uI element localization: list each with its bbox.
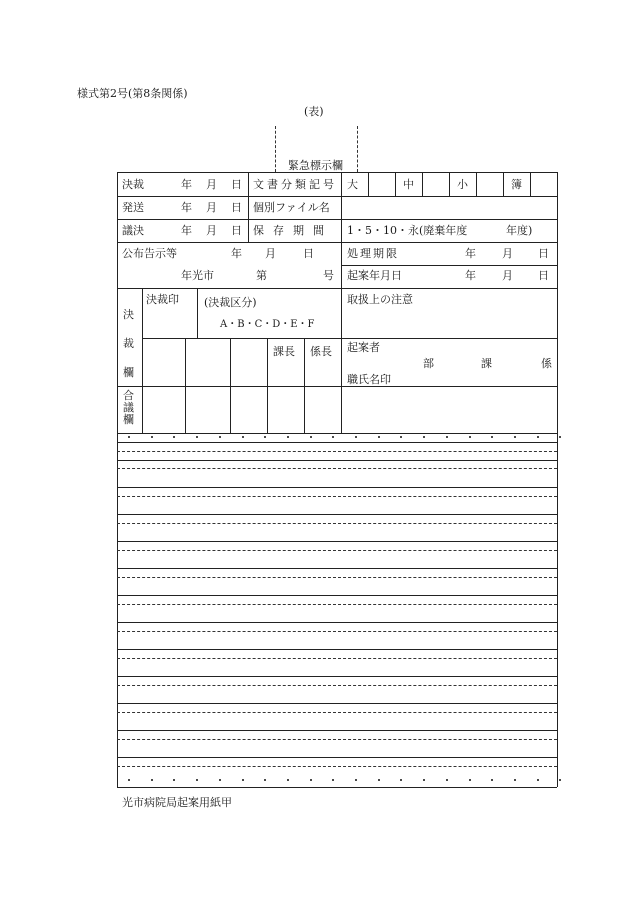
dot-mark: [378, 436, 380, 438]
decision-year: 年: [181, 178, 192, 191]
notice-day: 日: [303, 247, 314, 260]
drafter-dept: 部: [423, 357, 434, 370]
dot-mark: [378, 779, 380, 781]
notice-month: 月: [265, 247, 276, 260]
dot-mark: [491, 779, 493, 781]
form-name: 光市病院局起案用紙甲: [122, 796, 232, 809]
dot-mark: [559, 436, 561, 438]
form-number: 様式第2号(第8条関係): [77, 87, 188, 100]
dot-mark: [332, 436, 334, 438]
dot-mark: [219, 436, 221, 438]
consultation-side-label: 合議欄: [123, 389, 134, 426]
dot-mark: [355, 779, 357, 781]
resolution-label: 議決: [122, 224, 144, 237]
dot-mark: [400, 779, 402, 781]
dot-mark: [491, 436, 493, 438]
city-prefix: 年光市: [181, 269, 214, 282]
drafter-subsection: 係: [541, 357, 552, 370]
drafter-section: 課: [481, 357, 492, 370]
drafter-label: 起案者: [347, 341, 380, 354]
dot-mark: [537, 436, 539, 438]
decision-month: 月: [206, 178, 217, 191]
dot-mark: [310, 436, 312, 438]
number-prefix: 第: [256, 269, 267, 282]
decision-day: 日: [231, 178, 242, 191]
dot-mark: [469, 436, 471, 438]
notice-label: 公布告示等: [122, 247, 177, 260]
dot-mark: [196, 779, 198, 781]
dot-mark: [446, 436, 448, 438]
handling-notes-label: 取扱上の注意: [347, 293, 413, 306]
class-small: 小: [457, 178, 468, 191]
decision-category-label: (決裁区分): [204, 296, 257, 309]
dot-mark: [264, 436, 266, 438]
dot-mark: [219, 779, 221, 781]
dot-mark: [514, 779, 516, 781]
decision-side-label: 決裁欄: [123, 308, 134, 379]
file-name-label: 個別ファイル名: [253, 201, 330, 214]
dot-mark: [242, 436, 244, 438]
resolution-day: 日: [231, 224, 242, 237]
dot-mark: [537, 779, 539, 781]
draft-year: 年: [465, 269, 476, 282]
class-large: 大: [347, 178, 358, 191]
deadline-year: 年: [465, 247, 476, 260]
draft-day: 日: [538, 269, 549, 282]
dispatch-month: 月: [206, 201, 217, 214]
dot-mark: [469, 779, 471, 781]
name-seal-label: 職氏名印: [347, 373, 391, 386]
doc-class-label: [253, 179, 337, 190]
retention-label: 保存期間: [253, 224, 333, 237]
emergency-left-dash: [275, 126, 276, 172]
draft-date-label: 起案年月日: [347, 269, 402, 282]
dispatch-label: 発送: [122, 201, 144, 214]
draft-month: 月: [502, 269, 513, 282]
deadline-label: 処理期限: [347, 247, 399, 260]
notice-year: 年: [231, 247, 242, 260]
resolution-year: 年: [181, 224, 192, 237]
dot-mark: [400, 436, 402, 438]
dot-mark: [151, 436, 153, 438]
retention-value: 1・5・10・永(廃棄年度: [347, 224, 468, 237]
dot-mark: [446, 779, 448, 781]
resolution-month: 月: [206, 224, 217, 237]
dispatch-day: 日: [231, 201, 242, 214]
dot-mark: [287, 436, 289, 438]
decision-category-values: A・B・C・D・E・F: [220, 319, 315, 330]
dot-mark: [173, 779, 175, 781]
dot-mark: [423, 436, 425, 438]
number-suffix: 号: [323, 269, 334, 282]
dot-mark: [559, 779, 561, 781]
dot-mark: [173, 436, 175, 438]
dot-mark: [287, 779, 289, 781]
dot-mark: [355, 436, 357, 438]
dot-mark: [514, 436, 516, 438]
deadline-month: 月: [502, 247, 513, 260]
emergency-right-dash: [357, 126, 358, 172]
side-label: (表): [304, 105, 324, 118]
deadline-day: 日: [538, 247, 549, 260]
decision-seal-label: 決裁印: [146, 293, 179, 306]
dot-mark: [128, 779, 130, 781]
dispatch-year: 年: [181, 201, 192, 214]
section-chief-label: 課長: [273, 345, 295, 358]
class-register: 簿: [511, 178, 522, 191]
dot-mark: [264, 779, 266, 781]
class-medium: 中: [403, 178, 414, 191]
dot-mark: [332, 779, 334, 781]
dot-mark: [242, 779, 244, 781]
decision-label: 決裁: [122, 178, 144, 191]
dot-mark: [196, 436, 198, 438]
subsection-chief-label: 係長: [310, 345, 332, 358]
retention-suffix: 年度): [506, 224, 533, 237]
emergency-label: 緊急標示欄: [288, 159, 343, 172]
dot-mark: [128, 436, 130, 438]
dot-mark: [151, 779, 153, 781]
dot-mark: [423, 779, 425, 781]
dot-mark: [310, 779, 312, 781]
doc-class-text: 文書分類記号: [253, 178, 337, 191]
